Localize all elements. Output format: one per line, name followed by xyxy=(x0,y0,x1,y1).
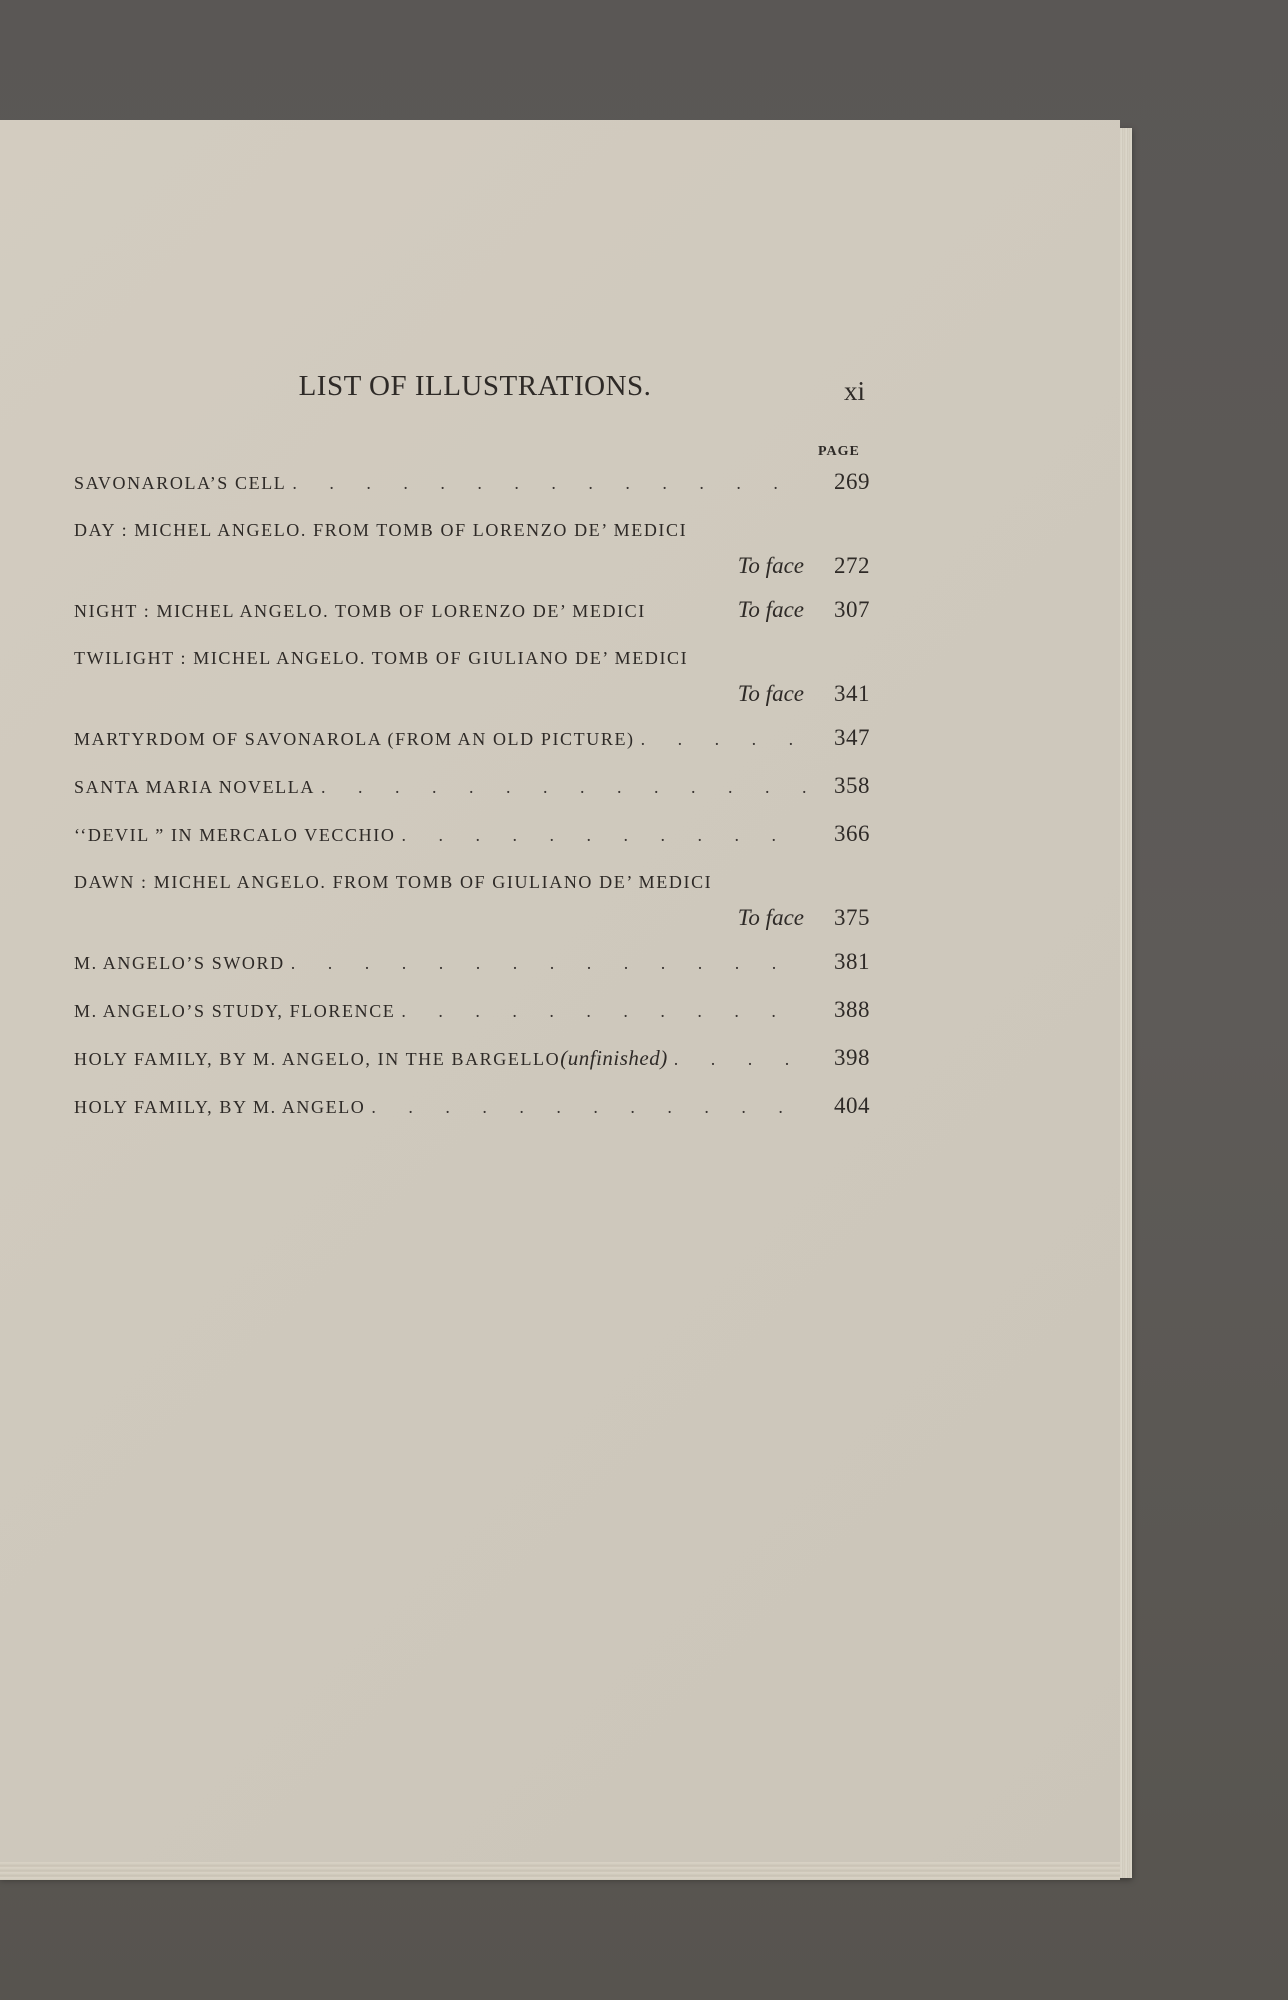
list-item xyxy=(74,1092,870,1140)
dot-leader xyxy=(285,949,808,977)
illustrations-list xyxy=(74,468,870,1140)
entry-page: 404 xyxy=(834,1093,870,1118)
list-item xyxy=(74,948,870,996)
entry-title: DAY : MICHEL ANGELO. FROM TOMB OF LORENZO DE’ MEDICI xyxy=(74,520,688,540)
entry-title: SAVONAROLA’S CELL xyxy=(74,473,287,493)
running-head: LIST OF ILLUSTRATIONS. xyxy=(298,370,652,402)
dot-leader xyxy=(286,469,808,497)
entry-page: 388 xyxy=(834,997,870,1022)
entry-title: MARTYRDOM OF SAVONAROLA (FROM AN OLD PICTURE) xyxy=(74,729,635,749)
list-item xyxy=(74,868,870,948)
entry-title: NIGHT : MICHEL ANGELO. TOMB OF LORENZO DE’ MEDICI xyxy=(74,601,646,621)
entry-page: 347 xyxy=(834,725,870,750)
entry-title: ‘‘DEVIL ” IN MERCALO VECCHIO xyxy=(74,825,396,845)
dot-leader xyxy=(365,1093,808,1121)
page-folio: xi xyxy=(844,376,866,406)
list-item xyxy=(74,596,870,644)
list-item xyxy=(74,724,870,772)
list-item xyxy=(74,820,870,868)
list-item xyxy=(74,516,870,596)
entry-title: HOLY FAMILY, BY M. ANGELO, IN THE BARGELLO xyxy=(74,1049,561,1069)
entry-title: HOLY FAMILY, BY M. ANGELO xyxy=(74,1097,366,1117)
entry-page: 341 xyxy=(834,681,870,706)
entry-title-italic: (unfinished) xyxy=(560,1046,668,1070)
dot-leader xyxy=(395,997,808,1025)
entry-title: SANTA MARIA NOVELLA xyxy=(74,777,315,797)
entry-page: 375 xyxy=(834,905,870,930)
page-column-label: PAGE xyxy=(818,444,860,459)
entry-note: To face xyxy=(737,597,804,622)
entry-page: 269 xyxy=(834,469,870,494)
list-item xyxy=(74,996,870,1044)
dot-leader xyxy=(668,1045,808,1073)
entry-note: To face xyxy=(737,553,804,578)
list-item xyxy=(74,772,870,820)
entry-page: 307 xyxy=(834,597,870,622)
entry-title: M. ANGELO’S SWORD xyxy=(74,953,285,973)
entry-title: M. ANGELO’S STUDY, FLORENCE xyxy=(74,1001,396,1021)
dot-leader xyxy=(395,821,808,849)
entry-title: DAWN : MICHEL ANGELO. FROM TOMB OF GIULIANO DE’ MEDICI xyxy=(74,872,713,892)
entry-title: TWILIGHT : MICHEL ANGELO. TOMB OF GIULIANO DE’ MEDICI xyxy=(74,648,689,668)
entry-page: 358 xyxy=(834,773,870,798)
list-item xyxy=(74,1044,870,1092)
entry-note: To face xyxy=(737,681,804,706)
dot-leader xyxy=(635,725,808,753)
dot-leader xyxy=(315,773,808,801)
entry-page: 366 xyxy=(834,821,870,846)
list-item xyxy=(74,468,870,516)
book-page xyxy=(0,120,1120,1862)
list-item xyxy=(74,644,870,724)
entry-page: 272 xyxy=(834,553,870,578)
entry-note: To face xyxy=(737,905,804,930)
entry-page: 398 xyxy=(834,1045,870,1070)
entry-page: 381 xyxy=(834,949,870,974)
